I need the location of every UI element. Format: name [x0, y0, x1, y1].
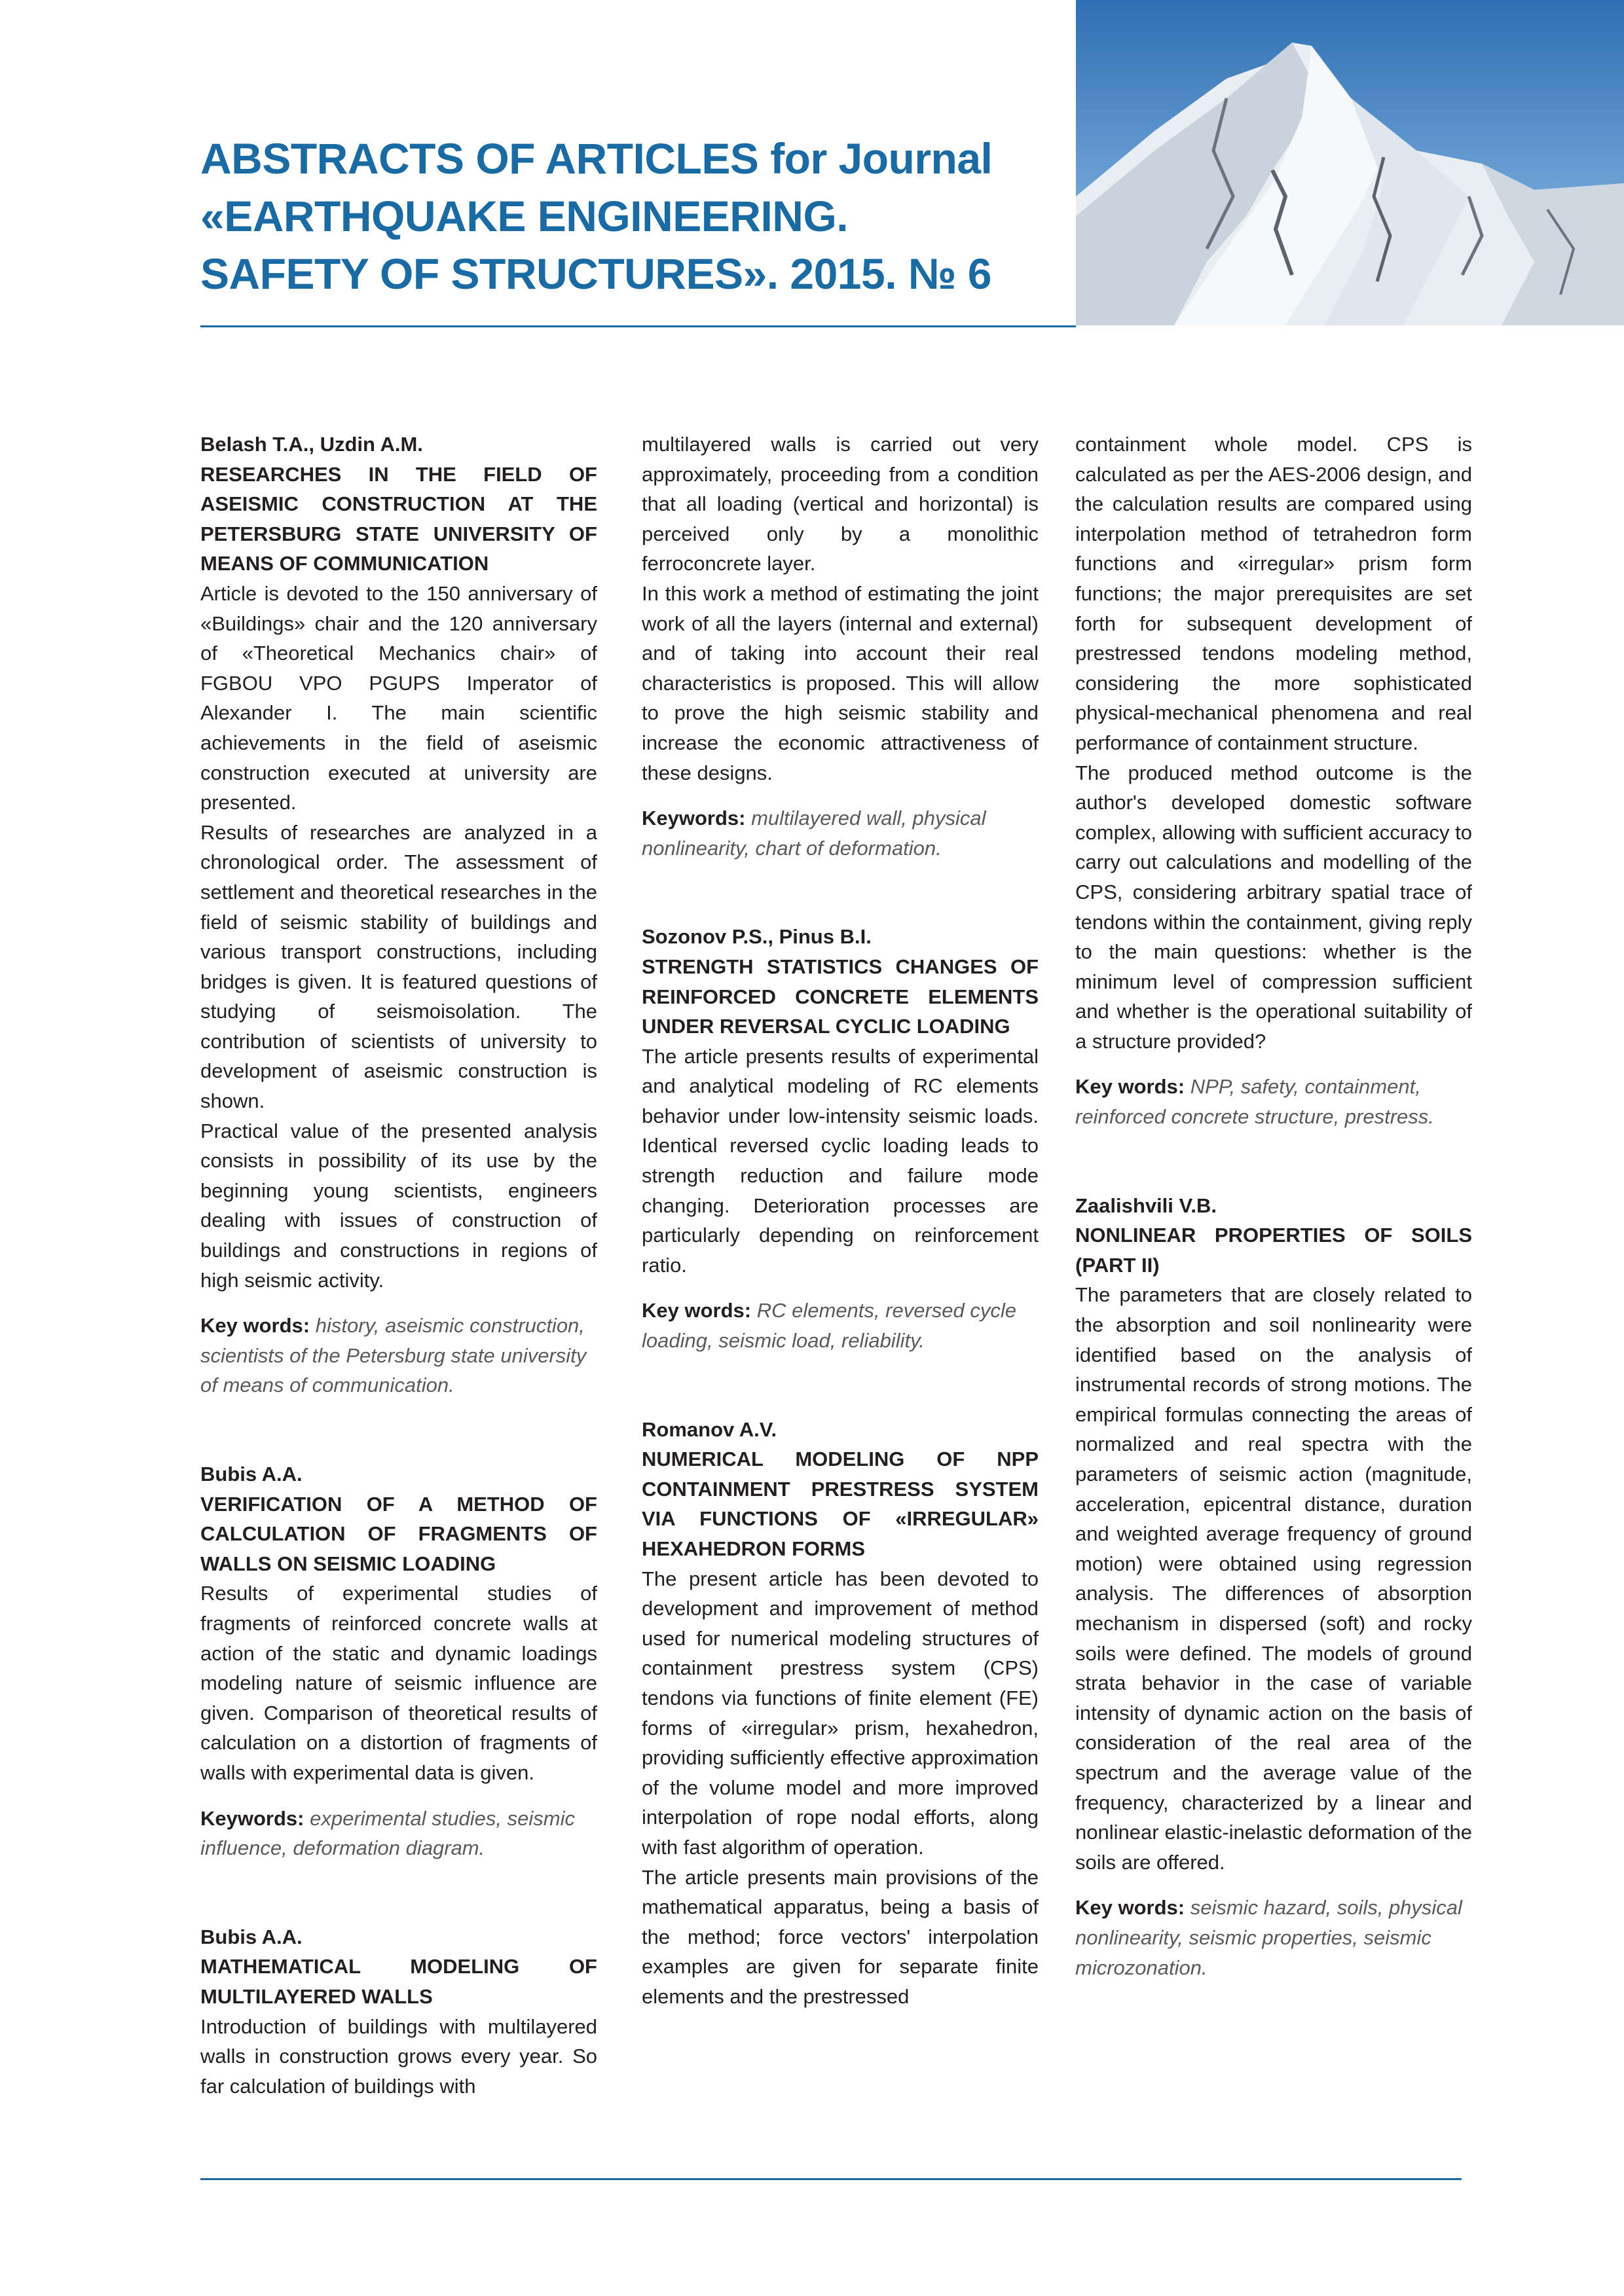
article-sozonov-pinus — [642, 922, 1039, 1355]
article-keywords — [642, 1296, 1039, 1355]
keywords-label: Key words: — [1075, 1075, 1185, 1099]
article-title: RESEARCHES IN THE FIELD OF ASEISMIC CONSTRUCTION AT THE PETERSBURG STATE UNIVERSITY OF MEANS OF COMMUNICATION — [200, 462, 597, 575]
article-bubis-multilayered — [200, 1922, 597, 2102]
keywords-label: Keywords: — [642, 807, 746, 830]
keywords-text: seismic hazard, soils, physical nonlinearity, seismic properties, seismic microzonation. — [1075, 1896, 1462, 1979]
article-authors: Belash T.A., Uzdin A.M. — [200, 433, 423, 456]
page-title — [200, 130, 1052, 302]
article-zaalishvili — [1075, 1191, 1472, 1982]
article-keywords — [200, 1804, 597, 1863]
article-authors: Romanov A.V. — [642, 1417, 777, 1441]
keywords-text: RC elements, reversed cycle loading, seismic load, reliability. — [642, 1299, 1016, 1353]
abstract-paragraph: containment whole model. CPS is calculated as per the AES-2006 design, and the calculation results are compared using interpolation method of tetrahedron form functions and «irregular» prism form functions; the major prerequisites are set forth for subsequent development of prestressed tendons modeling method, considering the more sophisticated physical-mechanical phenomena and real performance of containment structure. — [1075, 433, 1472, 754]
article-authors: Bubis A.A. — [200, 1925, 303, 1948]
mountain-photo — [1076, 0, 1624, 325]
keywords-text: history, aseismic construction, scientists of the Petersburg state university of means of communication. — [200, 1314, 587, 1397]
title-line-1: ABSTRACTS OF ARTICLES for Journal — [200, 134, 993, 183]
article-authors: Bubis A.A. — [200, 1463, 303, 1485]
abstract-paragraph: In this work a method of estimating the joint work of all the layers (internal and external) and of taking into account their real characteristics is proposed. This will allow to prove the high seismic stability and increase the economic attractiveness of these designs. — [642, 581, 1039, 784]
column-1 — [200, 429, 597, 2160]
column-3 — [1075, 429, 1472, 2041]
abstract-paragraph: The produced method outcome is the author's developed domestic software complex, allowing with sufficient accuracy to carry out calculations and modelling of the CPS, considering arbitrary spatial trace of tendons within the containment, giving reply to the main questions: whether is the minimum level of compression sufficient and whether is the operational suitability of a structure provided? — [1075, 761, 1472, 1053]
title-line-3: SAFETY OF STRUCTURES». 2015. № 6 — [200, 249, 991, 298]
footer-divider — [200, 2178, 1462, 2180]
title-line-2: «EARTHQUAKE ENGINEERING. — [200, 192, 849, 240]
column-2 — [642, 429, 1039, 2071]
abstract-paragraph: The article presents main provisions of the mathematical apparatus, being a basis of the method; force vectors' interpolation examples are given for separate finite elements and the prestressed — [642, 1865, 1039, 2008]
article-authors: Zaalishvili V.B. — [1075, 1194, 1217, 1217]
article-authors: Sozonov P.S., Pinus B.I. — [642, 925, 872, 949]
header-divider — [200, 325, 1076, 327]
abstract-paragraph: Results of experimental studies of fragments of reinforced concrete walls at action of the static and dynamic loadings modeling nature of seismic influence are given. Comparison of theoretical results of calculation on a distortion of fragments of walls with experimental data is given. — [200, 1582, 597, 1784]
article-keywords — [1075, 1893, 1472, 1982]
article-romanov-continued — [1075, 429, 1472, 1132]
keywords-text: multilayered wall, physical nonlinearity, chart of deformation. — [642, 807, 986, 860]
abstract-paragraph: Results of researches are analyzed in a chronological order. The assessment of settlement and theoretical researches in the field of seismic stability of buildings and various transport constructions, including bridges is given. It is featured questions of studying of seismoisolation. The contribution of scientists of university to development of aseismic construction is shown. — [200, 820, 597, 1113]
mountain-illustration — [1076, 0, 1624, 325]
article-bubis-verification — [200, 1459, 597, 1863]
article-keywords — [200, 1311, 597, 1400]
article-romanov — [642, 1415, 1039, 2012]
article-title: VERIFICATION OF A METHOD OF CALCULATION OF FRAGMENTS OF WALLS ON SEISMIC LOADING — [200, 1492, 597, 1575]
abstract-paragraph: The article presents results of experimental and analytical modeling of RC elements behavior under low-intensity seismic loads. Identical reversed cyclic loading leads to strength reduction and failure mode changing. Deterioration processes are particularly depending on reinforcement ratio. — [642, 1044, 1039, 1277]
keywords-label: Key words: — [1075, 1896, 1185, 1920]
keywords-label: Key words: — [200, 1314, 310, 1338]
article-title: MATHEMATICAL MODELING OF MULTILAYERED WALLS — [200, 1955, 597, 2008]
abstract-paragraph: Introduction of buildings with multilayered walls in construction grows every year. So far calculation of buildings with — [200, 2014, 597, 2098]
keywords-label: Key words: — [642, 1299, 752, 1322]
keywords-text: experimental studies, seismic influence, deformation diagram. — [200, 1806, 575, 1860]
keywords-label: Keywords: — [200, 1806, 304, 1830]
abstract-paragraph: multilayered walls is carried out very approximately, proceeding from a condition that all loading (vertical and horizontal) is perceived only by a monolithic ferroconcrete layer. — [642, 433, 1039, 575]
article-keywords — [642, 803, 1039, 863]
abstract-paragraph: Article is devoted to the 150 anniversary of «Buildings» chair and the 120 anniversary of «Theoretical Mechanics chair» of FGBOU VPO PGUPS Imperator of Alexander I. The main scientific achievements in the field of aseismic construction executed at university are presented. — [200, 581, 597, 814]
abstract-paragraph: The parameters that are closely related to the absorption and soil nonlinearity were identified based on the analysis of instrumental records of strong motions. The empirical formulas connecting the areas of normalized and real spectra with the parameters of seismic action (magnitude, acceleration, epicentral distance, duration and weighted average frequency of ground motion) were obtained using regression analysis. The differences of absorption mechanism in dispersed (soft) and rocky soils were defined. The models of ground strata behavior in the case of variable intensity of dynamic action on the basis of consideration of the real area of the spectrum and the average value of the frequency, characterized by a linear and nonlinear elastic-inelastic deformation of the soils are offered. — [1075, 1283, 1472, 1874]
article-title: NUMERICAL MODELING OF NPP CONTAINMENT PRESTRESS SYSTEM VIA FUNCTIONS OF «IRREGULAR» HEXAHEDRON FORMS — [642, 1448, 1039, 1560]
abstract-paragraph: Practical value of the presented analysis consists in possibility of its use by the beginning young scientists, engineers dealing with issues of construction of buildings and constructions in regions of high seismic activity. — [200, 1119, 597, 1292]
abstract-paragraph: The present article has been devoted to development and improvement of method used for numerical modeling structures of containment prestress system (CPS) tendons via functions of finite element (FE) forms of «irregular» prism, hexahedron, providing sufficiently effective approximation of the volume model and more improved interpolation of rope nodal efforts, along with fast algorithm of operation. — [642, 1567, 1039, 1859]
article-title: STRENGTH STATISTICS CHANGES OF REINFORCED CONCRETE ELEMENTS UNDER REVERSAL CYCLIC LOADING — [642, 955, 1039, 1038]
keywords-text: NPP, safety, containment, reinforced concrete structure, prestress. — [1075, 1075, 1434, 1129]
article-title: NONLINEAR PROPERTIES OF SOILS (PART II) — [1075, 1224, 1472, 1277]
article-bubis-multilayered-continued — [642, 429, 1039, 863]
article-belash-uzdin — [200, 429, 597, 1400]
article-keywords — [1075, 1072, 1472, 1131]
